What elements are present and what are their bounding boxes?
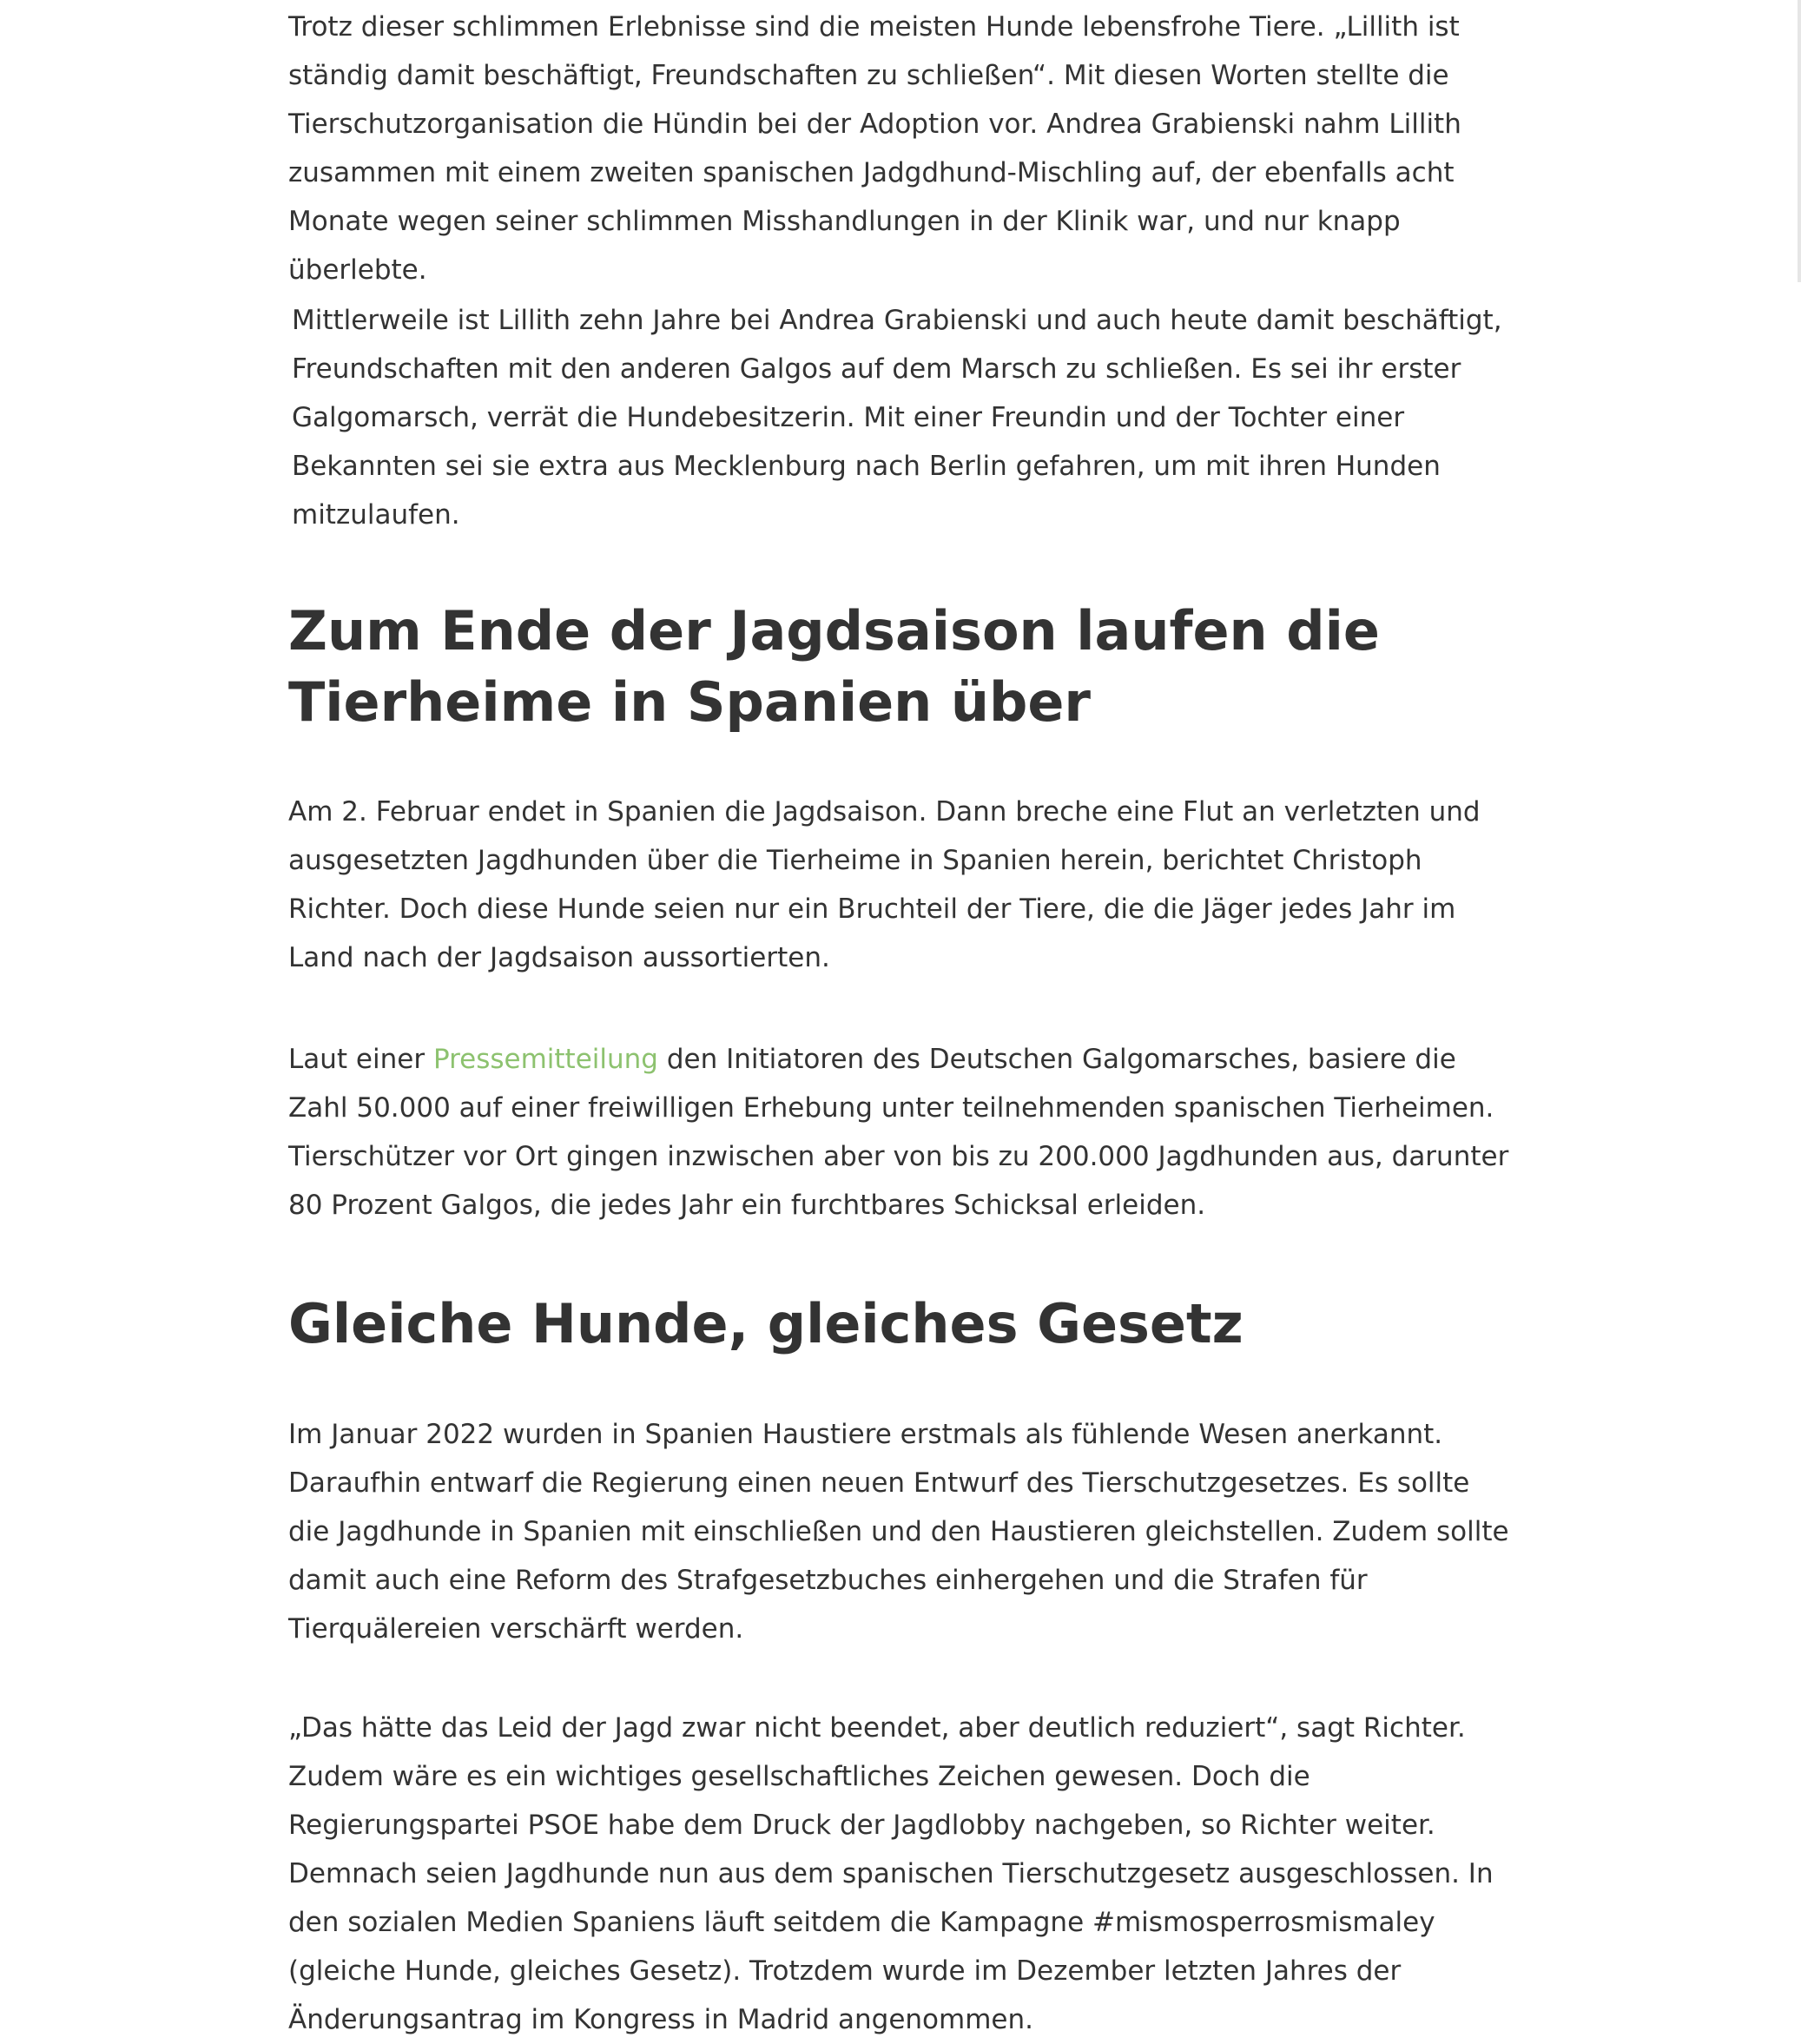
press-release-link[interactable]: Pressemitteilung <box>432 1044 658 1075</box>
article-paragraph: Am 2. Februar endet in Spanien die Jagdsaison. Dann breche eine Flut an verletzten und ausgesetzten Jagdhunden über die Tierheime in Spanien herein, berichtet Christoph Richter. Doch diese Hunde seien nur ein Bruchteil der Tiere, die die Jäger jedes Jahr im Land nach der Jagdsaison aussortierten. <box>288 796 1481 973</box>
scrollbar[interactable] <box>1798 0 1801 282</box>
paragraph-text: Laut einer <box>288 1044 433 1075</box>
section-heading: Gleiche Hunde, gleiches Gesetz <box>288 1292 1244 1355</box>
article-paragraph <box>288 1035 1513 1230</box>
section-heading: Zum Ende der Jagdsaison laufen die Tierheime in Spanien über <box>288 599 1380 734</box>
article-paragraph: Im Januar 2022 wurden in Spanien Haustiere erstmals als fühlende Wesen anerkannt. Daraufhin entwarf die Regierung einen neuen Entwurf des Tierschutzgesetzes. Es sollte die Jagdhunde in Spanien mit einschließen und den Haustieren gleichstellen. Zudem sollte damit auch eine Reform des Strafgesetzbuches einhergehen und die Strafen für Tierquälereien verschärft werden. <box>288 1419 1509 1645</box>
paragraph-text: den Initiatoren des Deutschen Galgomarsches, basiere die Zahl 50.000 auf einer freiwilligen Erhebung unter teilnehmenden spanischen Tierheimen. Tierschützer vor Ort gingen inzwischen aber von bis zu 200.000 Jagdhunden aus, darunter 80 Prozent Galgos, die jedes Jahr ein furchtbares Schicksal erleiden. <box>288 1044 1509 1221</box>
article-paragraph: Mittlerweile ist Lillith zehn Jahre bei Andrea Grabienski und auch heute damit beschäftigt, Freundschaften mit den anderen Galgos auf dem Marsch zu schließen. Es sei ihr erster Galgomarsch, verrät die Hundebesitzerin. Mit einer Freundin und der Tochter einer Bekannten sei sie extra aus Mecklenburg nach Berlin gefahren, um mit ihren Hunden mitzulaufen. <box>292 305 1502 531</box>
article-paragraph: „Das hätte das Leid der Jagd zwar nicht beendet, aber deutlich reduziert“, sagt Richter. Zudem wäre es ein wichtiges gesellschaftliches Zeichen gewesen. Doch die Regierungspartei PSOE habe dem Druck der Jagdlobby nachgeben, so Richter weiter. Demnach seien Jagdhunde nun aus dem spanischen Tierschutzgesetz ausgeschlossen. In den sozialen Medien Spaniens läuft seitdem die Kampagne #mismosperrosmismaley (gleiche Hunde, gleiches Gesetz). Trotzdem wurde im Dezember letzten Jahres der Änderungsantrag im Kongress in Madrid angenommen. <box>288 1712 1494 2035</box>
article-paragraph: Trotz dieser schlimmen Erlebnisse sind die meisten Hunde lebensfrohe Tiere. „Lillith ist ständig damit beschäftigt, Freundschaften zu schließen“. Mit diesen Worten stellte die Tierschutzorganisation die Hündin bei der Adoption vor. Andrea Grabienski nahm Lillith zusammen mit einem zweiten spanischen Jadgdhund-Mischling auf, der ebenfalls acht Monate wegen seiner schlimmen Misshandlungen in der Klinik war, und nur knapp überlebte. <box>288 11 1461 286</box>
